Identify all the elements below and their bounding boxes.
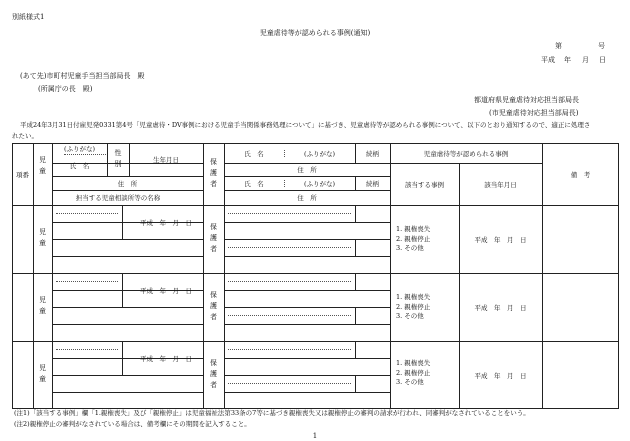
child-furigana-header: (ふりがな) bbox=[63, 145, 96, 153]
addressee-line-2: (所属庁の長 殿) bbox=[38, 85, 93, 93]
row2-child-label: 児童 bbox=[38, 296, 47, 318]
guardian-header: 保護者 bbox=[209, 157, 218, 191]
row1-child-label: 児童 bbox=[38, 228, 47, 250]
sender-line-1: 都道府県児童虐待対応担当部局長 bbox=[474, 96, 579, 104]
row2-applicable-date: 平成 年 月 日 bbox=[474, 303, 527, 312]
number-label: 第 bbox=[555, 42, 562, 50]
note-1: (注1)「該当する事例」欄「1.親権喪失」及び「親権停止」は児童福祉法第33条の7等に基づき親権喪失又は親権停止の審判の請求が行われ、同審判がなされていることをいう。 bbox=[14, 409, 530, 417]
number-suffix: 号 bbox=[598, 42, 605, 50]
row1-birthdate: 平成 年 月 日 bbox=[140, 218, 192, 227]
applicable-date-header: 該当年月日 bbox=[484, 180, 517, 189]
date-year: 年 bbox=[564, 56, 571, 64]
option-parental-loss: 1. 親権喪失 bbox=[396, 225, 431, 233]
cases-header: 児童虐待等が認められる事例 bbox=[423, 149, 509, 158]
guardian2-name-header: 氏 名 bbox=[244, 179, 264, 188]
option-other: 3. その他 bbox=[396, 312, 424, 320]
child-name-header: 氏 名 bbox=[69, 161, 90, 170]
date-day: 日 bbox=[599, 56, 606, 64]
applicable-case-header: 該当する事例 bbox=[405, 180, 444, 189]
option-parental-suspension: 2. 親権停止 bbox=[396, 234, 431, 243]
guardian-name-header: 氏 名 bbox=[244, 149, 264, 158]
guardian-address-header-1: 住 所 bbox=[297, 166, 317, 174]
child-header: 児童 bbox=[38, 155, 47, 178]
note-2: (注2)親権停止の審判がなされている場合は、備考欄にその期間を記入すること。 bbox=[14, 420, 251, 428]
option-parental-suspension: 2. 親権停止 bbox=[396, 368, 431, 377]
consult-office-header: 担当する児童相談所等の名称 bbox=[75, 194, 161, 202]
row1-options bbox=[396, 225, 430, 254]
col-number-header: 項番 bbox=[16, 170, 29, 179]
remarks-header: 備 考 bbox=[570, 170, 591, 179]
child-address-header: 住 所 bbox=[117, 179, 138, 188]
body-text-line-1: 平成24年3月31日付雇児発0331第4号「児童虐待・DV事例における児童手当関係事務処理について」に基づき、児童虐待等が認められる事例について、以下のとおり通知するので、適正に処理さ bbox=[20, 121, 591, 129]
sender-line-2: (市児童虐待対応担当部局長) bbox=[489, 109, 579, 117]
guardian-address-header-2: 住 所 bbox=[297, 194, 317, 202]
option-other: 3. その他 bbox=[396, 378, 424, 386]
row2-options bbox=[396, 293, 430, 322]
row1-applicable-date: 平成 年 月 日 bbox=[474, 235, 527, 244]
option-parental-loss: 1. 親権喪失 bbox=[396, 293, 431, 301]
row2-birthdate: 平成 年 月 日 bbox=[140, 286, 192, 295]
row1-guardian-label: 保護者 bbox=[209, 222, 218, 256]
row3-applicable-date: 平成 年 月 日 bbox=[474, 371, 527, 380]
page-title: 児童虐待等が認められる事例(通知) bbox=[259, 29, 371, 37]
row3-options bbox=[396, 359, 430, 388]
sex-header: 性別 bbox=[114, 148, 122, 171]
option-parental-suspension: 2. 親権停止 bbox=[396, 302, 431, 311]
row3-birthdate: 平成 年 月 日 bbox=[140, 354, 192, 363]
birthdate-header: 生年月日 bbox=[153, 156, 179, 164]
date-month: 月 bbox=[582, 56, 589, 64]
date-era: 平成 bbox=[541, 56, 555, 64]
guardian-furigana-header: (ふりがな) bbox=[303, 149, 336, 158]
row3-guardian-label: 保護者 bbox=[209, 358, 218, 392]
row3-child-label: 児童 bbox=[38, 364, 47, 386]
page-number: 1 bbox=[312, 432, 318, 440]
option-parental-loss: 1. 親権喪失 bbox=[396, 359, 431, 367]
body-text-line-2: れたい。 bbox=[12, 132, 38, 140]
form-label: 別紙様式1 bbox=[12, 13, 45, 21]
addressee-line-1: (あて先)市町村児童手当担当部局長 殿 bbox=[20, 72, 145, 80]
guardian2-relationship-header: 続柄 bbox=[366, 179, 379, 188]
guardian-relationship-header: 続柄 bbox=[366, 149, 379, 158]
option-other: 3. その他 bbox=[396, 244, 424, 252]
guardian2-furigana-header: (ふりがな) bbox=[303, 179, 336, 188]
case-table bbox=[12, 143, 619, 409]
row2-guardian-label: 保護者 bbox=[209, 290, 218, 324]
